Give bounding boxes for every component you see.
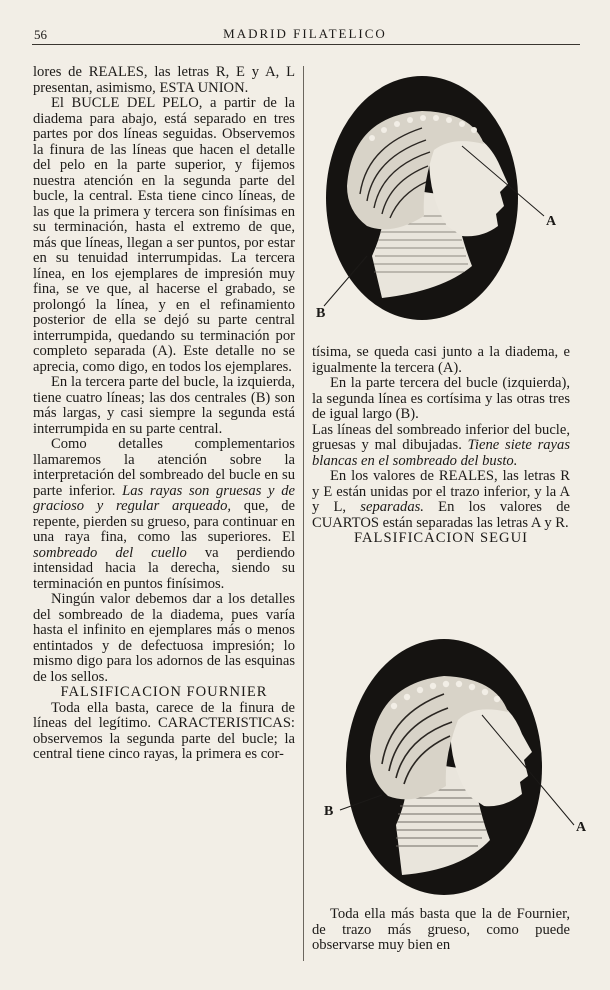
figure-label-a: A: [576, 820, 587, 835]
figure-cameo-legitimate: [312, 66, 582, 331]
text-run: Como detalles complementarios llamaremos la atención sobre la interpretación del sombreado del bucle en su parte inferior.: [33, 436, 295, 499]
italic-run: sombreado del cuello: [33, 544, 187, 561]
right-paragraph-5: Toda ella más basta que la de Fournier, de trazo más grueso, como puede observarse muy bien en: [312, 906, 570, 953]
left-paragraph-1: lores de REALES, las letras R, E y A, L presentan, asimismo, ESTA UNION.: [33, 64, 295, 96]
italic-run: Las rayas son gruesas y de gracioso y regular arqueado,: [33, 482, 295, 514]
right-paragraph-1: tísima, se queda casi junto a la diadema, e igualmente la tercera (A).: [312, 344, 570, 376]
right-column-bottom: [312, 907, 570, 954]
figure-label-b: B: [324, 804, 334, 819]
page-header: [0, 22, 610, 44]
header-rule: [32, 44, 580, 45]
italic-run: separadas.: [360, 499, 424, 515]
running-title: MADRID FILATELICO: [223, 26, 387, 41]
right-paragraph-3: [312, 423, 570, 470]
right-column: [312, 345, 570, 547]
text-run: Las líneas del sombreado inferior del bucle, gruesas y mal dibujadas.: [312, 421, 570, 453]
page-number: 56: [34, 27, 47, 42]
heading-segui: FALSIFICACION SEGUI: [353, 530, 528, 546]
left-paragraph-2: El BUCLE DEL PELO, a partir de la diadema para abajo, está separado en tres partes por dos líneas seguidas. Observemos la finura de las líneas que hacen el detalle del pelo en la parte superior, y fijemos nuestra atención en la segunda parte del bucle, la central. Esta tiene cinco líneas, de las que la primera y tercera son finísimas en su terminación, hasta el extremo de que, más que líneas, llegan a ser puntos, por estar en su tenuidad interrumpidas. La tercera línea, en los ejemplares de impresión muy fina, se ve que, al hacerse el grabado, se prolongó la línea, y en el refinamiento posterior de ella se dejó su parte central interrumpida, quedando su terminación por completo separada (A). Este detalle no se aprecia, como digo, en todos los ejemplares.: [33, 95, 295, 375]
right-paragraph-4: [312, 469, 570, 531]
text-run: En los valores de CUARTOS están separadas las letras A y R.: [312, 499, 570, 531]
cameo-illustration-2: [312, 630, 587, 905]
left-column: [33, 65, 295, 763]
left-paragraph-3: En la tercera parte del bucle, la izquierda, tiene cuatro líneas; las dos centrales (B) son más largas, y casi siempre la segunda está interrumpida en su parte central.: [33, 374, 295, 437]
left-paragraph-4: [33, 437, 295, 592]
column-divider: [303, 66, 304, 961]
text-run: En los valores de REALES, las letras R y E están unidas por el trazo inferior, y la A y L,: [312, 468, 570, 515]
left-paragraph-6: Toda ella basta, carece de la finura de líneas del legítimo. CARACTERISTICAS: observemos la segunda parte del bucle; la central tiene cinco rayas, la primera es cor-: [33, 699, 295, 762]
figure-label-b: B: [316, 306, 326, 321]
figure-label-a: A: [546, 214, 557, 229]
text-run: va perdiendo intensidad hacia la derecha, siendo su terminación en puntos finísimos.: [33, 544, 295, 592]
heading-fournier: FALSIFICACION FOURNIER: [60, 684, 268, 700]
figure-cameo-segui: [312, 630, 587, 905]
cameo-illustration-1: [312, 66, 582, 331]
italic-run: Tiene siete rayas blancas en el sombreado del busto.: [312, 437, 571, 469]
right-paragraph-2: En la parte tercera del bucle (izquierda), la segunda línea es cortísima y las otras tres de igual largo (B).: [312, 375, 570, 422]
text-run: que, de repente, pierden su grueso, para continuar en una raya fina, como las superiores. El: [33, 498, 295, 545]
left-paragraph-5: Ningún valor debemos dar a los detalles del sombreado de la diadema, pues varía hasta el infinito en ejemplares más o menos entintados y de defectuosa impresión; lo mismo digo para los adornos de las esquinas de los sellos.: [33, 591, 295, 685]
